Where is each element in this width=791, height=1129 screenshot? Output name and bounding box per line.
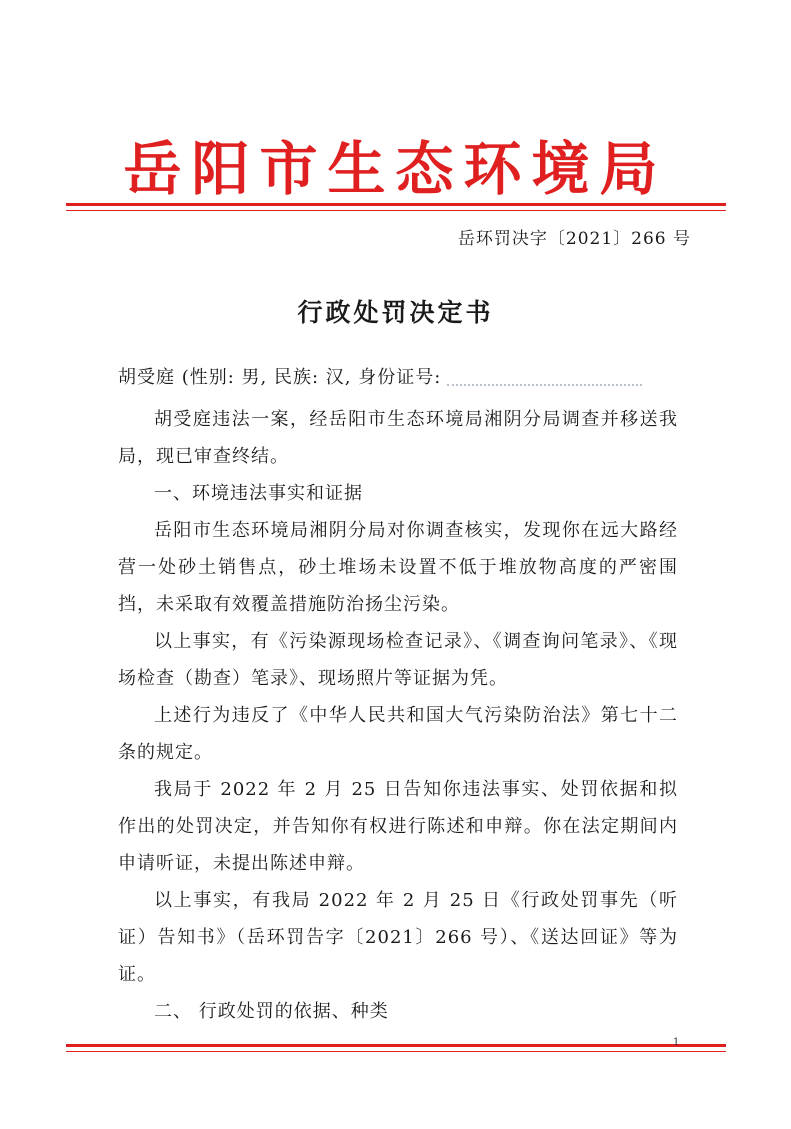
- red-rule-top-thick: [66, 203, 726, 206]
- paragraph: 以上事实，有我局 2022 年 2 月 25 日《行政处罚事先（听证）告知书》（岳环罚告字〔2021〕266 号）、《送达回证》等为证。: [118, 890, 678, 985]
- red-rule-bottom-thin: [66, 1051, 726, 1052]
- document-title: 行政处罚决定书: [297, 298, 494, 327]
- redacted-id-number: [447, 370, 642, 386]
- paragraph: 上述行为违反了《中华人民共和国大气污染防治法》第七十二条的规定。: [118, 705, 678, 763]
- party-info: [118, 363, 642, 389]
- party-info-text: 胡受庭 (性别: 男, 民族: 汉, 身份证号:: [118, 367, 442, 388]
- agency-masthead: 岳阳市生态环境局: [123, 135, 668, 203]
- document-body: [118, 401, 678, 1030]
- paragraph: 岳阳市生态环境局湘阴分局对你调查核实，发现你在远大路经营一处砂土销售点，砂土堆场未设置不低于堆放物高度的严密围挡，未采取有效覆盖措施防治扬尘污染。: [118, 520, 678, 615]
- red-rule-bottom-thick: [66, 1044, 726, 1047]
- red-rule-top-thin: [66, 210, 726, 211]
- section-heading: 二、 行政处罚的依据、种类: [154, 1001, 389, 1022]
- paragraph: 以上事实，有《污染源现场检查记录》、《调查询问笔录》、《现场检查（勘查）笔录》、现场照片等证据为凭。: [118, 631, 678, 689]
- paragraph: 胡受庭违法一案，经岳阳市生态环境局湘阴分局调查并移送我局，现已审查终结。: [118, 409, 678, 467]
- document-number: 岳环罚决字〔2021〕266 号: [457, 229, 691, 249]
- page-number: 1: [673, 1037, 680, 1048]
- section-heading: 一、环境违法事实和证据: [154, 483, 363, 504]
- paragraph: 我局于 2022 年 2 月 25 日告知你违法事实、处罚依据和拟作出的处罚决定，并告知你有权进行陈述和申辩。你在法定期间内申请听证，未提出陈述申辩。: [118, 779, 678, 874]
